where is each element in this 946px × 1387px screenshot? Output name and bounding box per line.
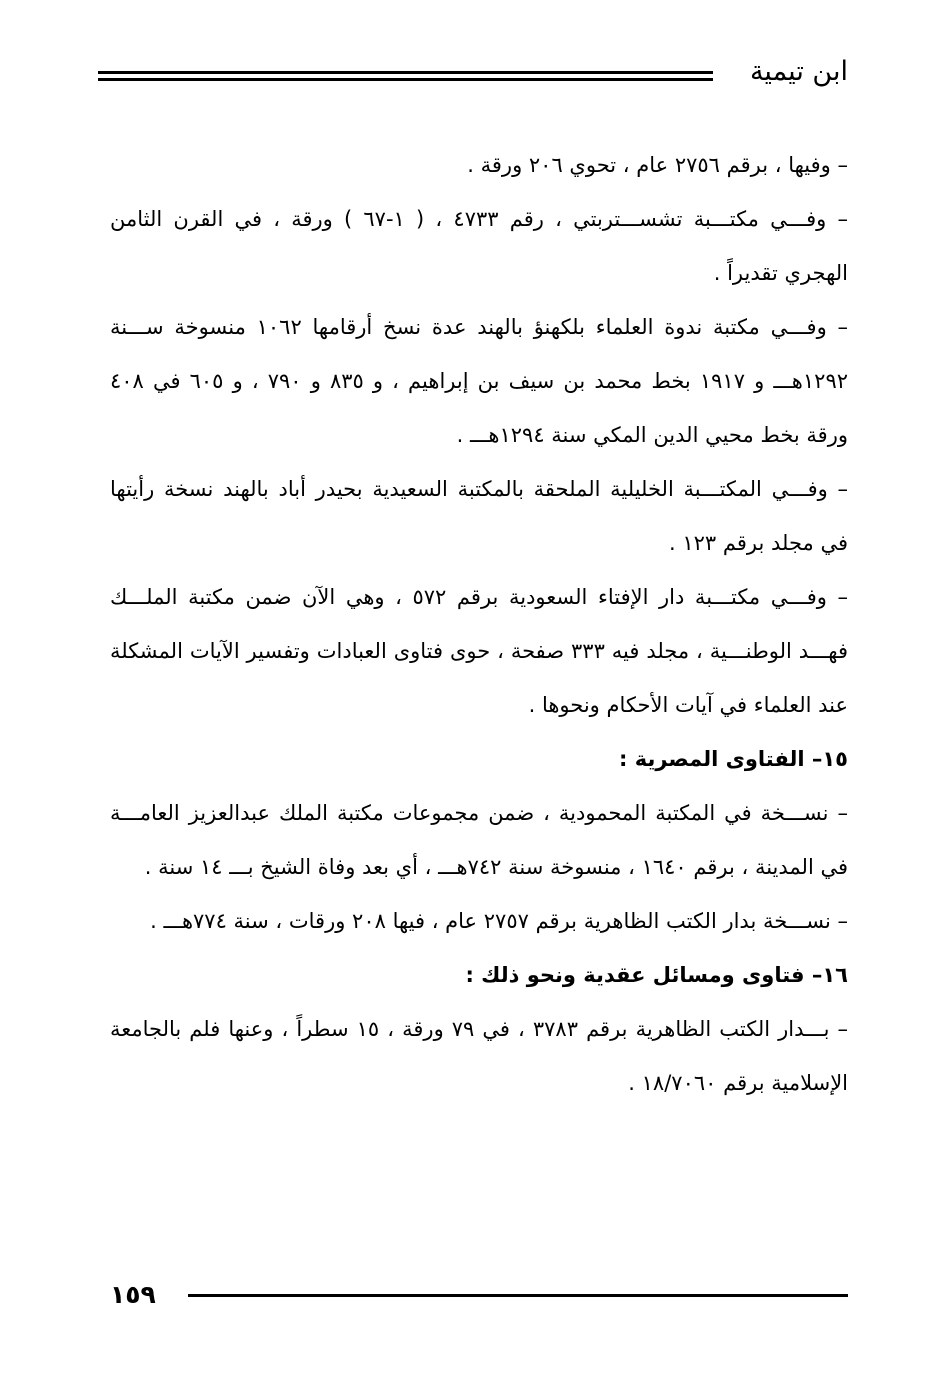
page-footer — [110, 1277, 848, 1317]
paragraph: – وفـــي مكتـــبة تشســـتربتي ، رقم ٤٧٣٣ ، ( ١-٦٧ ) ورقة ، في القرن الثامن الهجري تقديراً . — [110, 207, 848, 285]
header-rule-double — [98, 78, 713, 81]
paragraph: – وفـــي المكتـــبة الخليلية الملحقة بالمكتبة السعيدية بحيدر أباد بالهند نسخة رأيتها في مجلد برقم ١٢٣ . — [110, 477, 848, 555]
paragraph: – نســـخة بدار الكتب الظاهرية برقم ٢٧٥٧ عام ، فيها ٢٠٨ ورقات ، سنة ٧٧٤هـــ . — [150, 909, 848, 933]
paragraph: – نســـخة في المكتبة المحمودية ، ضمن مجموعات مكتبة الملك عبدالعزيز العامـــة في المدينة ، برقم ١٦٤٠ ، منسوخة سنة ٧٤٢هـــ ، أي بعد وفاة الشيخ بـــ ١٤ سنة . — [110, 801, 848, 879]
paragraph: – وفـــي مكتـــبة دار الإفتاء السعودية برقم ٥٧٢ ، وهي الآن ضمن مكتبة الملـــك فهـــد الوطنـــية ، مجلد فيه ٣٣٣ صفحة ، حوى فتاوى العبادات وتفسير الآيات المشكلة عند العلماء في آيات الأحكام ونحوها . — [110, 585, 848, 717]
running-title: ابن تيمية — [749, 56, 848, 87]
paragraph: – وفيها ، برقم ٢٧٥٦ عام ، تحوي ٢٠٦ ورقة . — [467, 153, 848, 177]
section-heading: ١٦– فتاوى ومسائل عقدية ونحو ذلك : — [465, 963, 848, 987]
page-number: ١٥٩ — [110, 1280, 156, 1309]
header-rule — [98, 71, 713, 74]
page-header — [98, 52, 848, 100]
footer-rule — [188, 1294, 848, 1297]
page-body — [110, 138, 848, 1110]
paragraph: – بـــدار الكتب الظاهرية برقم ٣٧٨٣ ، في ٧٩ ورقة ، ١٥ سطراً ، وعنها فلم بالجامعة الإسلامية برقم ١٨/٧٠٦٠ . — [110, 1017, 848, 1095]
paragraph: – وفـــي مكتبة ندوة العلماء بلكهنؤ بالهند عدة نسخ أرقامها ١٠٦٢ منسوخة ســـنة ١٢٩٢هـــ و ١٩١٧ بخط محمد بن سيف بن إبراهيم ، و ٨٣٥ و ٧٩٠ ، و ٦٠٥ في ٤٠٨ ورقة بخط محيي الدين المكي سنة ١٢٩٤هـــ . — [110, 315, 849, 447]
section-heading: ١٥– الفتاوى المصرية : — [619, 747, 848, 771]
